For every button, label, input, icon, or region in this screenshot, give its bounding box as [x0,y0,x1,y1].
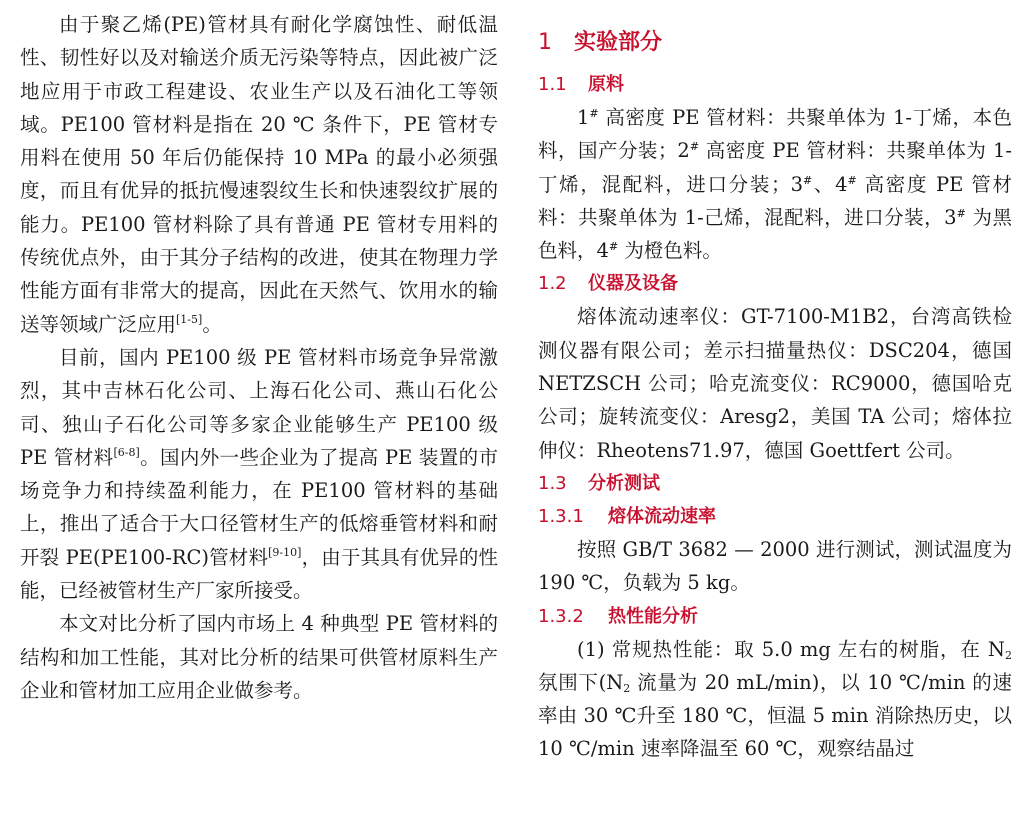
subsection-title: 仪器及设备 [588,273,678,295]
mfr-text: 按照 GB/T 3682 — 2000 进行测试，测试温度为 190 ℃，负载为 5 kg。 [538,537,1012,595]
sample-mark: 4 [596,239,609,263]
subsection-heading-1-3 [538,467,1012,500]
sample-hash: # [589,107,599,120]
intro-paragraph-1-text: 由于聚乙烯(PE)管材具有耐化学腐蚀性、耐低温性、韧性好以及对输送介质无污染等特点，因此被广泛地应用于市政工程建设、农业生产以及石油化工等领域。PE100 管材料是指在 20 ℃ 条件下，PE 管材专用料在使用 50 年后仍能保持 10 MPa 的最小必须强度，而且有优异的抵抗慢速裂纹生长和快速裂纹扩展的能力。PE100 管材料除了具有普通 PE 管材专用料的传统优点外，由于其分子结构的改进，使其在物理力学性能方面有非常大的提高，因此在天然气、饮用水的输送等领域广泛应用 [20,13,498,336]
subsection-heading-1-2 [538,267,1012,300]
subsection-title: 原料 [588,74,624,95]
subsection-title: 分析测试 [588,472,660,494]
left-column [20,8,498,707]
thermal-text-a: (1) 常规热性能：取 5.0 mg 左右的树脂，在 N [577,637,1005,661]
materials-paragraph [538,101,1012,267]
intro-paragraph-2-text-c: ，由于其具有优异的性能，已经被管材生产厂家所接受。 [20,545,498,603]
thermal-text-c: 流量为 20 mL/min)，以 10 ℃/min 的速率由 30 ℃升至 180 ℃，恒温 5 min 消除热历史，以 10 ℃/min 速率降温至 60 ℃，观察结晶过 [538,670,1013,761]
section-heading-1 [538,18,1012,68]
subscript-2: 2 [623,681,631,695]
intro-paragraph-2-text-b: 。国内外一些企业为了提高 PE 装置的市场竞争力和持续盈利能力，在 PE100 管材料的基础上，推出了适合于大口径管材生产的低熔垂管材料和耐开裂 PE(PE100-RC)管材料 [20,445,498,569]
thermal-text-b: 氛围下(N [538,670,624,694]
thermal-paragraph [538,633,1012,766]
sample-hash: # [689,140,700,154]
subsubsection-heading-1-3-2 [538,600,1012,633]
sample-mark: 1 [577,106,590,129]
citation-1-5[interactable]: [1-5] [176,312,203,326]
materials-text: 高密度 PE 管材料：共聚单体为 1-丁烯，混配料，进口分装； [538,139,1012,196]
materials-text: 高密度 PE 管材料：共聚单体为 1-丁烯，本色料，国产分装； [538,106,1012,163]
sample-hash: # [847,173,857,187]
intro-paragraph-2 [20,341,498,607]
sample-mark: 3 [944,205,957,229]
sample-hash: # [608,240,619,254]
sample-hash: # [802,173,813,187]
materials-text: 、 [812,172,836,196]
materials-text: 为黑色料， [538,205,1012,263]
section-title: 实验部分 [574,30,663,55]
subsubsection-number: 1.3.1 [538,505,584,527]
citation-6-8[interactable]: [6-8] [113,445,140,459]
intro-paragraph-3 [20,607,498,707]
mfr-paragraph [538,533,1012,600]
intro-paragraph-2-text-a: 目前，国内 PE100 级 PE 管材料市场竞争异常激烈，其中吉林石化公司、上海石化公司、燕山石化公司、独山子石化公司等多家企业能够生产 PE100 级 PE 管材料 [20,345,498,469]
subsubsection-heading-1-3-1 [538,500,1012,533]
materials-text: 高密度 PE 管材料：共聚单体为 1-己烯，混配料，进口分装， [538,172,1012,229]
sample-mark: 4 [835,172,848,196]
subsubsection-title: 热性能分析 [608,605,698,627]
subsection-heading-1-1 [538,68,1012,101]
section-number: 1 [538,30,552,55]
intro-paragraph-1-tail: 。 [202,312,222,336]
intro-paragraph-3-text: 本文对比分析了国内市场上 4 种典型 PE 管材料的结构和加工性能，其对比分析的结果可供管材原料生产企业和管材加工应用企业做参考。 [20,612,498,702]
instruments-paragraph [538,300,1012,466]
sample-hash: # [956,206,966,220]
subsection-number: 1.2 [538,273,567,295]
sample-mark: 2 [677,139,690,163]
materials-text: 为橙色料。 [618,239,722,263]
instruments-text: 熔体流动速率仪：GT-7100-M1B2，台湾高铁检测仪器有限公司；差示扫描量热仪：DSC204，德国 NETZSCH 公司；哈克流变仪：RC9000，德国哈克公司；旋转流变仪：Aresg2，美国 TA 公司；熔体拉伸仪：Rheotens71.97，德国 Goettfert 公司。 [538,305,1012,462]
subscript-2: 2 [1005,648,1012,662]
subsubsection-number: 1.3.2 [538,605,584,627]
intro-paragraph-1 [20,8,498,341]
subsection-number: 1.3 [538,472,567,494]
subsubsection-title: 熔体流动速率 [608,505,716,527]
citation-9-10[interactable]: [9-10] [268,545,302,559]
right-column [538,8,1012,766]
subsection-number: 1.1 [538,74,567,95]
sample-mark: 3 [790,172,803,196]
